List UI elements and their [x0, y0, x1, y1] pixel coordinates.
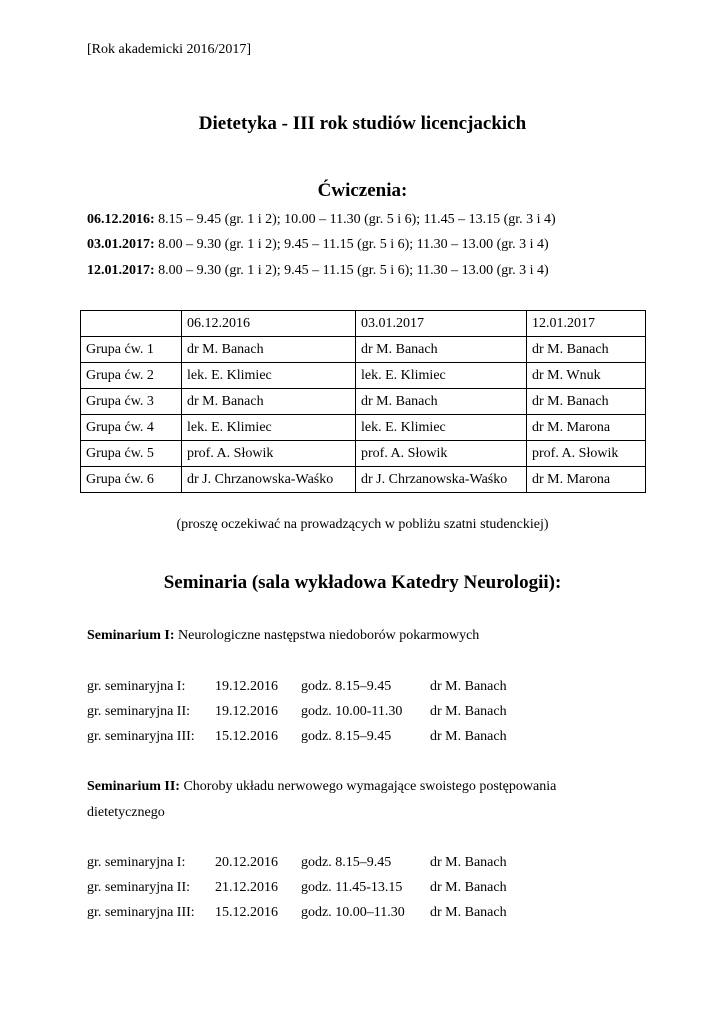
seminar-group: gr. seminaryjna III: [87, 729, 195, 744]
schedule-times: 8.00 – 9.30 (gr. 1 i 2); 9.45 – 11.15 (gr. 5 i 6); 11.30 – 13.00 (gr. 3 i 4) [154, 263, 549, 278]
seminar-lecturer: dr M. Banach [430, 704, 507, 719]
table-header-cell: 06.12.2016 [182, 311, 356, 337]
seminar-date: 15.12.2016 [215, 729, 278, 744]
teacher-cell: dr J. Chrzanowska-Waśko [182, 467, 356, 493]
seminar-group: gr. seminaryjna III: [87, 905, 195, 920]
teacher-cell: lek. E. Klimiec [182, 415, 356, 441]
teacher-cell: dr M. Banach [182, 337, 356, 363]
seminar-time: godz. 10.00–11.30 [301, 905, 405, 920]
table-row [81, 415, 646, 441]
seminar-date: 19.12.2016 [215, 679, 278, 694]
schedule-date: 12.01.2017: [87, 263, 155, 278]
table-row [81, 363, 646, 389]
teacher-cell: lek. E. Klimiec [356, 363, 527, 389]
seminar-date: 20.12.2016 [215, 855, 278, 870]
seminar-2-topic-continued: dietetycznego [87, 805, 165, 820]
table-row [81, 337, 646, 363]
teacher-cell: dr M. Wnuk [527, 363, 646, 389]
seminar-date: 15.12.2016 [215, 905, 278, 920]
seminar-lecturer: dr M. Banach [430, 729, 507, 744]
teacher-cell: prof. A. Słowik [527, 441, 646, 467]
seminar-date: 21.12.2016 [215, 880, 278, 895]
seminar-topic: Neurologiczne następstwa niedoborów pokarmowych [174, 628, 480, 643]
seminar-lecturer: dr M. Banach [430, 679, 507, 694]
table-row [81, 467, 646, 493]
schedule-times: 8.00 – 9.30 (gr. 1 i 2); 9.45 – 11.15 (gr. 5 i 6); 11.30 – 13.00 (gr. 3 i 4) [154, 237, 549, 252]
group-cell: Grupa ćw. 6 [81, 467, 182, 493]
teacher-cell: prof. A. Słowik [356, 441, 527, 467]
seminar-label: Seminarium I: [87, 628, 175, 643]
table-header-cell: 03.01.2017 [356, 311, 527, 337]
exercises-table [80, 310, 646, 493]
academic-year-note: [Rok akademicki 2016/2017] [87, 42, 252, 57]
teacher-cell: lek. E. Klimiec [356, 415, 527, 441]
table-header-cell: 12.01.2017 [527, 311, 646, 337]
seminar-lecturer: dr M. Banach [430, 855, 507, 870]
schedule-date: 06.12.2016: [87, 212, 155, 227]
teacher-cell: dr M. Marona [527, 467, 646, 493]
group-cell: Grupa ćw. 5 [81, 441, 182, 467]
seminar-1-heading [87, 628, 479, 644]
seminar-time: godz. 10.00-11.30 [301, 704, 403, 719]
seminar-time: godz. 8.15–9.45 [301, 729, 392, 744]
teacher-cell: dr M. Banach [356, 337, 527, 363]
seminar-time: godz. 8.15–9.45 [301, 855, 392, 870]
schedule-line [87, 237, 549, 253]
waiting-note: (proszę oczekiwać na prowadzących w pobliżu szatni studenckiej) [176, 517, 549, 532]
seminar-label: Seminarium II: [87, 779, 180, 794]
table-header-row [81, 311, 646, 337]
schedule-line [87, 263, 549, 279]
teacher-cell: dr J. Chrzanowska-Waśko [356, 467, 527, 493]
table-header-cell [81, 311, 182, 337]
page-title: Dietetyka - III rok studiów licencjackich [198, 113, 527, 134]
seminar-group: gr. seminaryjna I: [87, 855, 186, 870]
group-cell: Grupa ćw. 3 [81, 389, 182, 415]
teacher-cell: prof. A. Słowik [182, 441, 356, 467]
teacher-cell: dr M. Banach [527, 337, 646, 363]
teacher-cell: dr M. Banach [356, 389, 527, 415]
group-cell: Grupa ćw. 2 [81, 363, 182, 389]
table-row [81, 389, 646, 415]
teacher-cell: lek. E. Klimiec [182, 363, 356, 389]
table-row [81, 441, 646, 467]
teacher-cell: dr M. Banach [527, 389, 646, 415]
schedule-line [87, 212, 556, 228]
seminar-date: 19.12.2016 [215, 704, 278, 719]
seminar-lecturer: dr M. Banach [430, 880, 507, 895]
seminar-group: gr. seminaryjna II: [87, 880, 191, 895]
seminar-time: godz. 8.15–9.45 [301, 679, 392, 694]
exercises-heading: Ćwiczenia: [317, 180, 408, 201]
seminar-topic: Choroby układu nerwowego wymagające swoistego postępowania [179, 779, 557, 794]
seminar-group: gr. seminaryjna I: [87, 679, 186, 694]
teacher-cell: dr M. Marona [527, 415, 646, 441]
group-cell: Grupa ćw. 1 [81, 337, 182, 363]
seminar-lecturer: dr M. Banach [430, 905, 507, 920]
seminar-group: gr. seminaryjna II: [87, 704, 191, 719]
schedule-date: 03.01.2017: [87, 237, 155, 252]
group-cell: Grupa ćw. 4 [81, 415, 182, 441]
seminar-2-heading [87, 779, 556, 795]
seminar-time: godz. 11.45-13.15 [301, 880, 403, 895]
teacher-cell: dr M. Banach [182, 389, 356, 415]
seminars-heading: Seminaria (sala wykładowa Katedry Neurologii): [163, 572, 562, 593]
schedule-times: 8.15 – 9.45 (gr. 1 i 2); 10.00 – 11.30 (gr. 5 i 6); 11.45 – 13.15 (gr. 3 i 4) [154, 212, 556, 227]
